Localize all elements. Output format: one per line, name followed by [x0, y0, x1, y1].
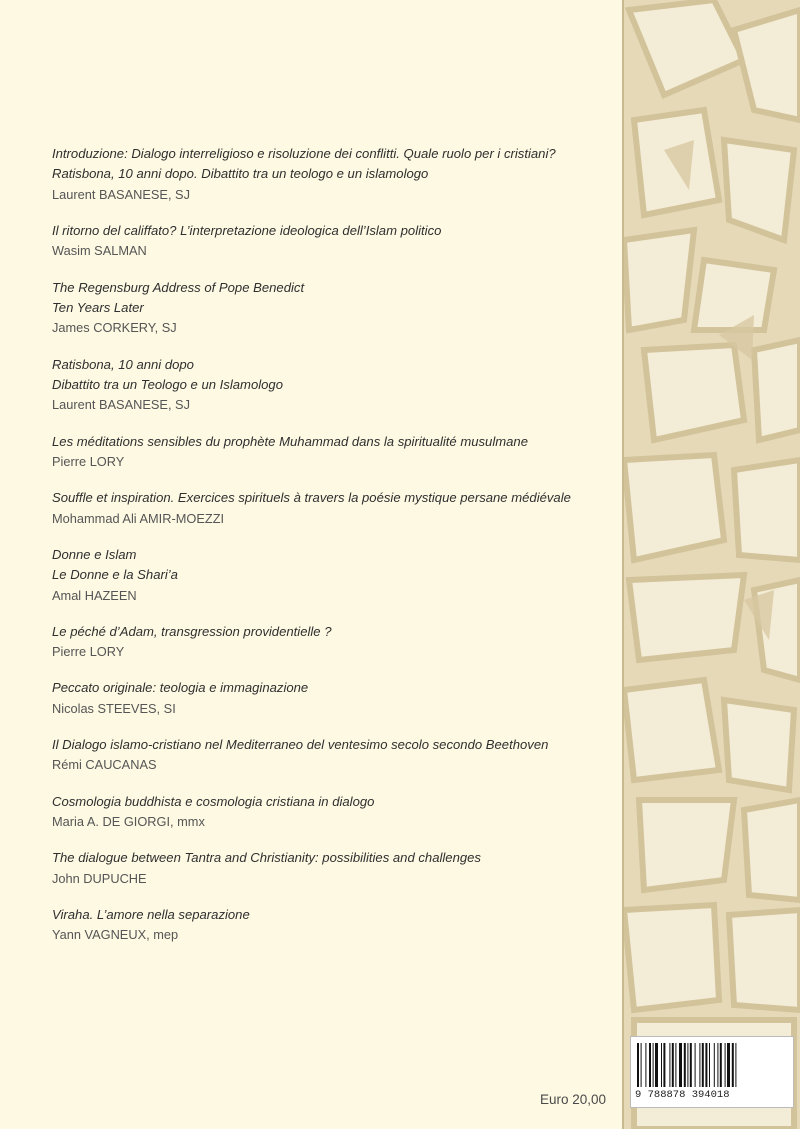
entry-title: The dialogue between Tantra and Christianity: possibilities and challenges — [52, 850, 481, 866]
isbn-barcode — [630, 1036, 794, 1108]
isbn-number: 9 788878 394018 — [635, 1089, 730, 1101]
entry-author: Nicolas STEEVES, SI — [52, 700, 176, 716]
toc-entry — [52, 221, 617, 261]
entry-title: Le Donne e la Shari’a — [52, 567, 178, 583]
mosaic-image — [624, 0, 800, 1129]
toc-entry — [52, 355, 617, 416]
toc-entry — [52, 848, 617, 888]
entry-title: Ratisbona, 10 anni dopo. Dibattito tra un teologo e un islamologo — [52, 166, 429, 182]
entry-author: Laurent BASANESE, SJ — [52, 397, 190, 413]
entry-author: Laurent BASANESE, SJ — [52, 186, 190, 202]
barcode-bars — [637, 1043, 787, 1089]
entry-title: Cosmologia buddhista e cosmologia cristiana in dialogo — [52, 793, 375, 809]
toc-entry — [52, 278, 617, 339]
entry-author: Maria A. DE GIORGI, mmx — [52, 813, 205, 829]
entry-title: Il ritorno del califfato? L’interpretazione ideologica dell’Islam politico — [52, 223, 442, 238]
entry-author: Mohammad Ali AMIR-MOEZZI — [52, 510, 225, 526]
toc-entry — [52, 678, 617, 718]
entry-title: Souffle et inspiration. Exercices spirituels à travers la poésie mystique persane médiévale — [52, 490, 571, 506]
entry-author: James CORKERY, SJ — [52, 320, 177, 336]
toc-entry — [52, 432, 617, 472]
entry-title: Ten Years Later — [52, 300, 144, 315]
entry-author: Pierre LORY — [52, 644, 125, 660]
entry-title: Dibattito tra un Teologo e un Islamologo — [52, 377, 283, 392]
entry-title: Donne e Islam — [52, 546, 137, 562]
entry-title: Il Dialogo islamo-cristiano nel Mediterraneo del ventesimo secolo secondo Beethoven — [52, 736, 549, 752]
entry-author: Rémi CAUCANAS — [52, 757, 157, 773]
toc-entry — [52, 622, 617, 662]
entry-title: Peccato originale: teologia e immaginazione — [52, 680, 309, 696]
toc-entry — [52, 905, 617, 945]
entry-author: Yann VAGNEUX, mep — [52, 927, 179, 943]
toc-entry — [52, 545, 617, 606]
mosaic-artwork — [624, 0, 800, 1129]
toc-entry — [52, 792, 617, 832]
entry-author: Pierre LORY — [52, 454, 125, 469]
entry-title: Ratisbona, 10 anni dopo — [52, 356, 194, 372]
entry-author: Wasim SALMAN — [52, 243, 147, 259]
table-of-contents — [52, 144, 617, 961]
price-label: Euro 20,00 — [540, 1092, 607, 1107]
entry-title: Les méditations sensibles du prophète Muhammad dans la spiritualité musulmane — [52, 433, 528, 449]
toc-entry — [52, 488, 617, 528]
entry-title: Le péché d’Adam, transgression providentielle ? — [52, 623, 332, 639]
entry-title: Introduzione: Dialogo interreligioso e risoluzione dei conflitti. Quale ruolo per i cristiani? — [52, 146, 556, 161]
toc-entry — [52, 735, 617, 775]
entry-author: Amal HAZEEN — [52, 587, 137, 603]
toc-entry — [52, 144, 617, 205]
entry-title: The Regensburg Address of Pope Benedict — [52, 279, 305, 295]
entry-title: Viraha. L’amore nella separazione — [52, 906, 250, 922]
entry-author: John DUPUCHE — [52, 870, 147, 886]
